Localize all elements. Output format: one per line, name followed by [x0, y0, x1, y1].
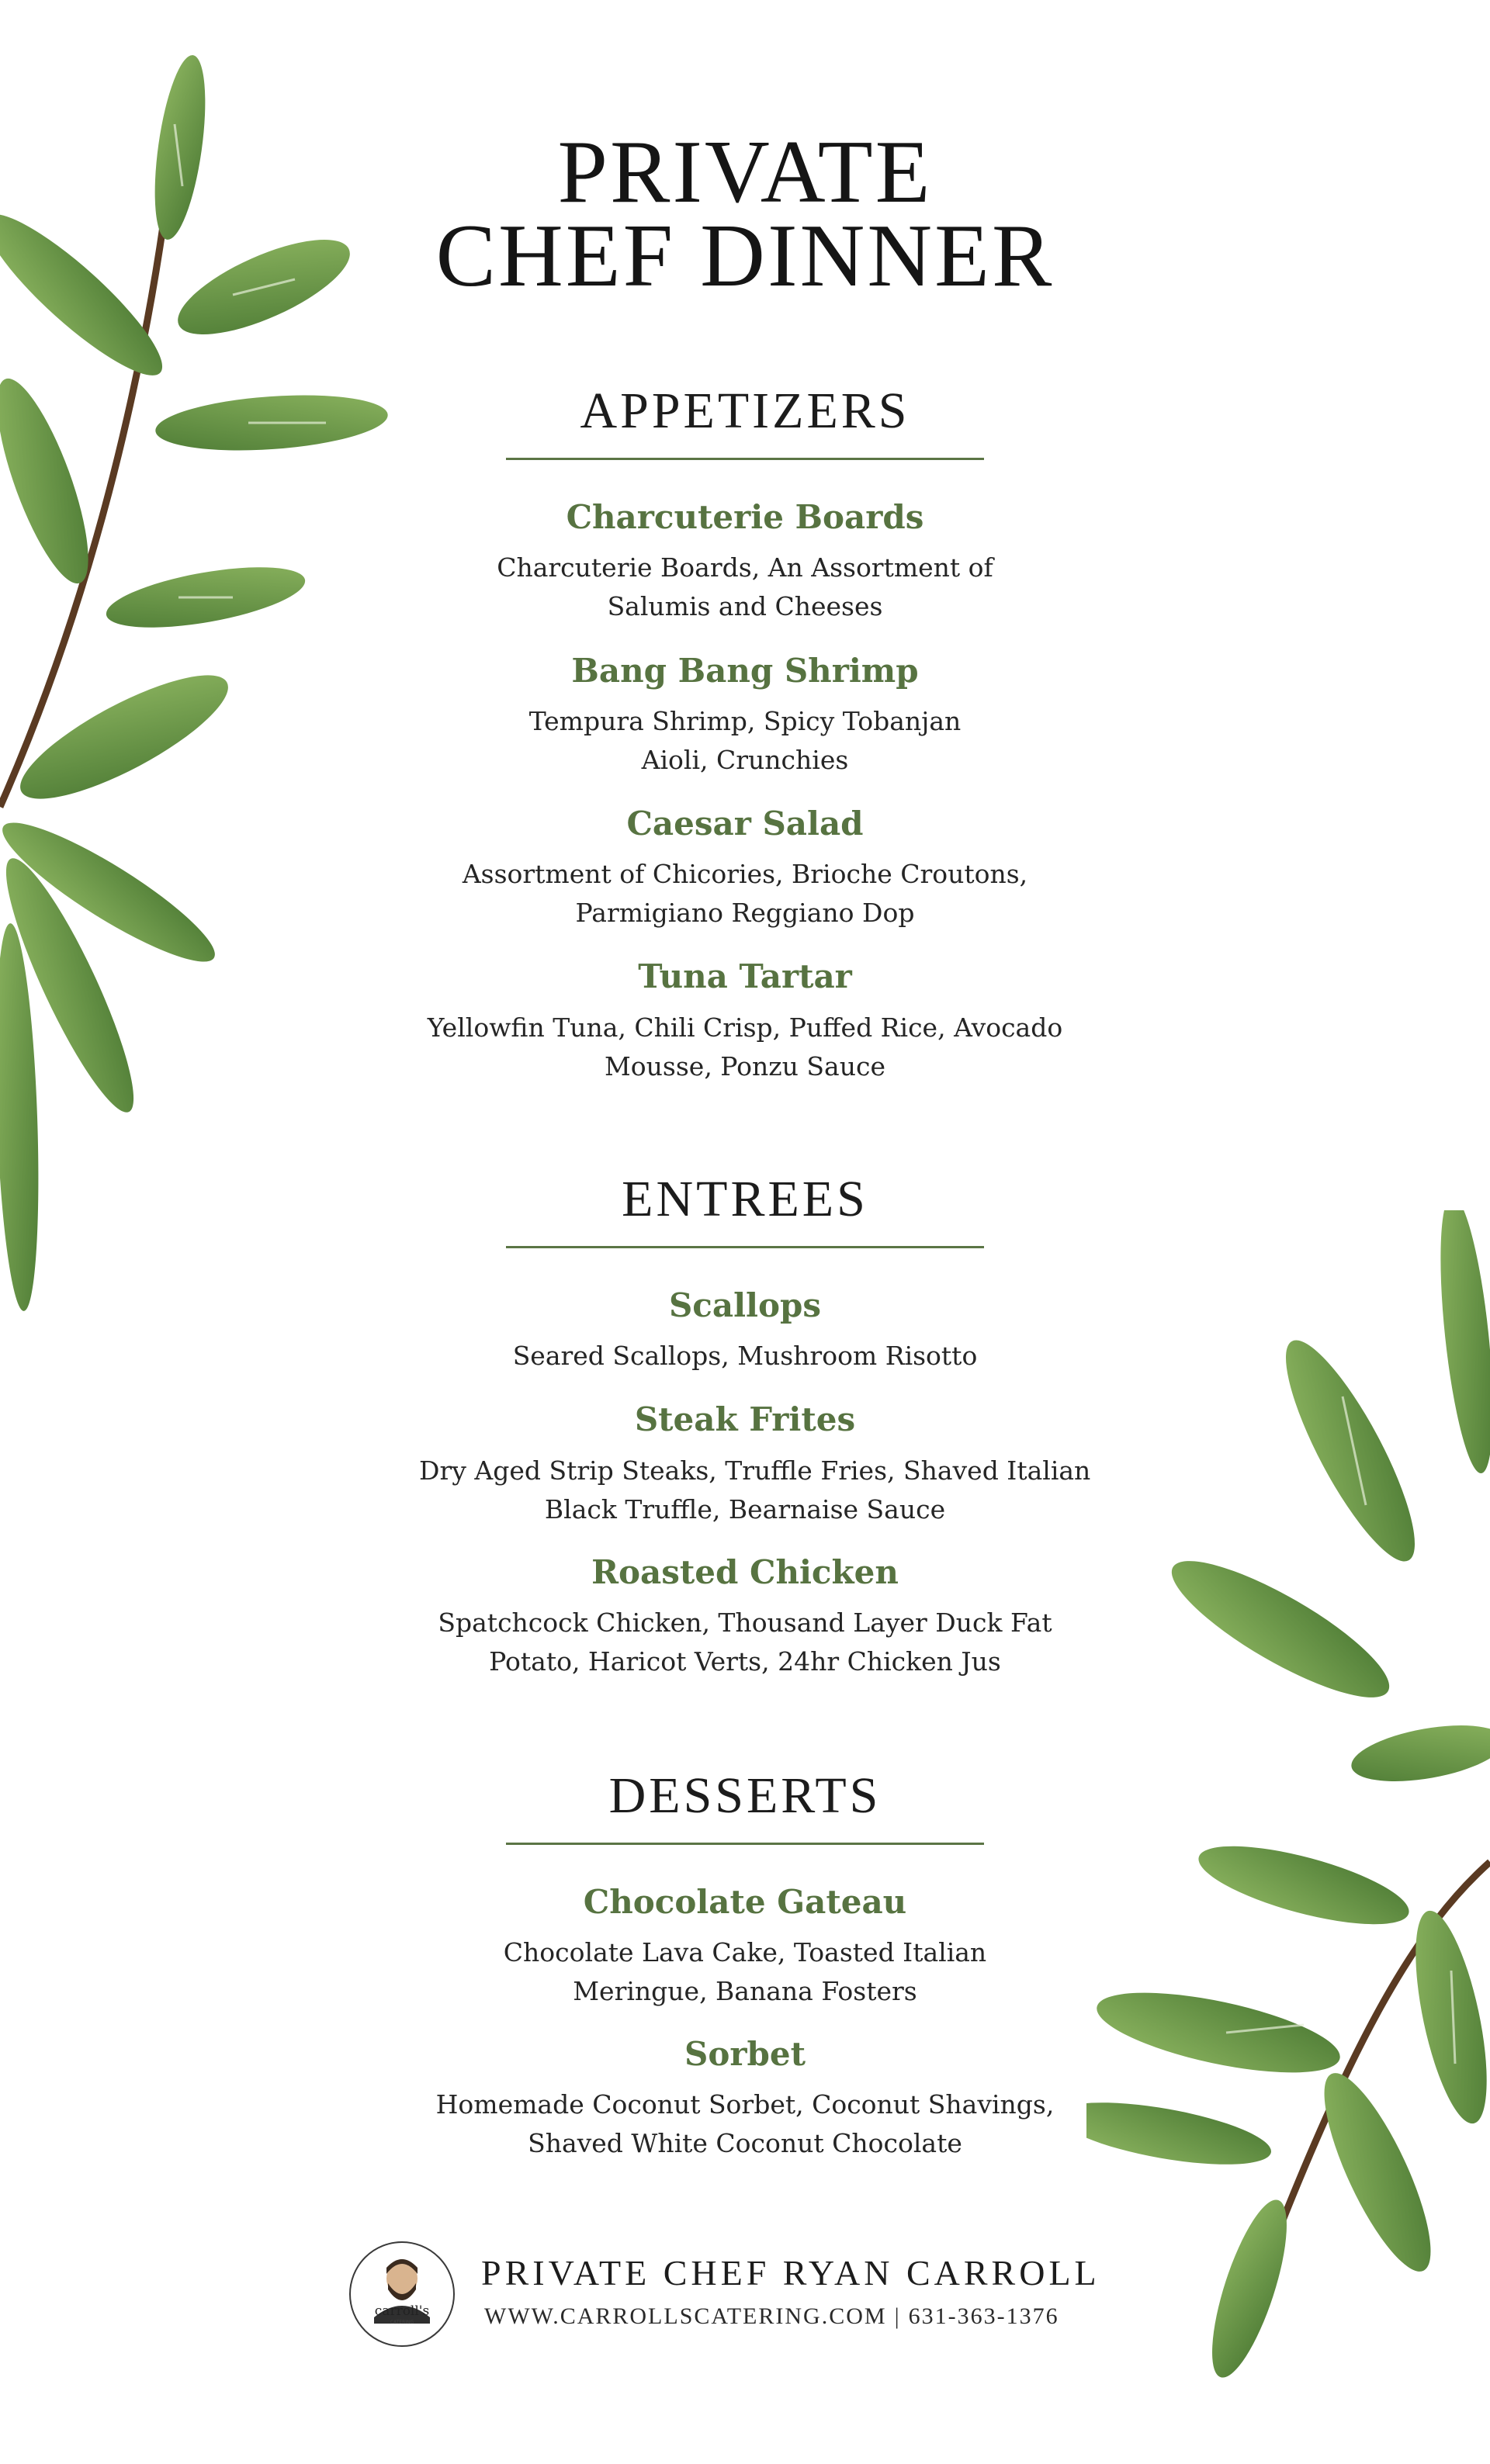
phone-number[interactable]: 631-363-1376	[908, 2303, 1059, 2329]
menu-item-name: Caesar Salad	[626, 805, 864, 843]
separator: |	[894, 2303, 901, 2329]
menu-item-desc	[419, 1337, 1071, 1376]
title-line-2: CHEF DINNER	[435, 206, 1055, 306]
chef-name: PRIVATE CHEF RYAN CARROLL	[481, 2253, 1100, 2293]
section-heading-entrees: ENTREES	[622, 1171, 868, 1227]
menu-item-name: Roasted Chicken	[591, 1553, 899, 1591]
desc-line: Spatchcock Chicken, Thousand Layer Duck Fat	[438, 1607, 1052, 1638]
desc-line: Yellowfin Tuna, Chili Crisp, Puffed Rice, Avocado	[427, 1012, 1063, 1043]
menu-item-desc	[419, 1009, 1071, 1086]
menu-item-name: Bang Bang Shrimp	[571, 652, 919, 690]
desc-line: Mousse, Ponzu Sauce	[605, 1051, 885, 1081]
desc-line: Charcuterie Boards, An Assortment of	[497, 552, 993, 583]
leaf-branch-bottom-right	[1086, 1210, 1490, 2464]
menu-item-desc	[419, 1452, 1091, 1529]
section-divider	[506, 1843, 984, 1845]
desc-line: Seared Scallops, Mushroom Risotto	[512, 1341, 978, 1371]
menu-item-name: Chocolate Gateau	[583, 1883, 907, 1921]
section-divider	[506, 1246, 984, 1248]
footer	[349, 2238, 1125, 2355]
desc-line: Parmigiano Reggiano Dop	[575, 898, 915, 928]
section-heading-desserts: DESSERTS	[608, 1767, 882, 1824]
logo-subtext: CATERING	[390, 2320, 414, 2325]
desc-line: Potato, Haricot Verts, 24hr Chicken Jus	[489, 1646, 1001, 1677]
menu-item-desc	[419, 1933, 1071, 2011]
desc-line: Shaved White Coconut Chocolate	[528, 2128, 962, 2158]
desc-line: Dry Aged Strip Steaks, Truffle Fries, Shaved Italian	[419, 1455, 1091, 1486]
desc-line: Black Truffle, Bearnaise Sauce	[544, 1494, 946, 1524]
menu-item-desc	[419, 855, 1071, 933]
section-heading-appetizers: APPETIZERS	[580, 382, 910, 439]
desc-line: Homemade Coconut Sorbet, Coconut Shavings,	[435, 2089, 1055, 2120]
chef-logo-icon	[351, 2243, 453, 2345]
website-link[interactable]: WWW.CARROLLSCATERING.COM	[484, 2303, 887, 2329]
menu-item-desc	[419, 549, 1071, 626]
desc-line: Tempura Shrimp, Spicy Tobanjan	[528, 706, 962, 736]
menu-item-name: Sorbet	[684, 2035, 806, 2073]
chef-logo	[349, 2241, 455, 2347]
desc-line: Chocolate Lava Cake, Toasted Italian	[503, 1937, 987, 1967]
menu-item-desc	[419, 2085, 1071, 2163]
contact-info	[484, 2303, 1059, 2330]
desc-line: Meringue, Banana Fosters	[573, 1976, 917, 2006]
menu-item-desc	[419, 1604, 1071, 1681]
page-title	[419, 123, 1071, 306]
desc-line: Salumis and Cheeses	[607, 591, 883, 621]
section-divider	[506, 458, 984, 460]
leaf-branch-top-left	[0, 0, 435, 1334]
menu-item-desc	[419, 702, 1071, 780]
menu-item-name: Scallops	[668, 1286, 822, 1324]
logo-text: carroll's	[374, 2303, 430, 2319]
menu-item-name: Charcuterie Boards	[566, 498, 924, 536]
menu-item-name: Tuna Tartar	[638, 957, 852, 995]
desc-line: Assortment of Chicories, Brioche Croutons,	[462, 859, 1028, 889]
title-line-1: PRIVATE	[557, 123, 933, 222]
menu-item-name: Steak Frites	[634, 1400, 856, 1438]
desc-line: Aioli, Crunchies	[641, 745, 849, 775]
